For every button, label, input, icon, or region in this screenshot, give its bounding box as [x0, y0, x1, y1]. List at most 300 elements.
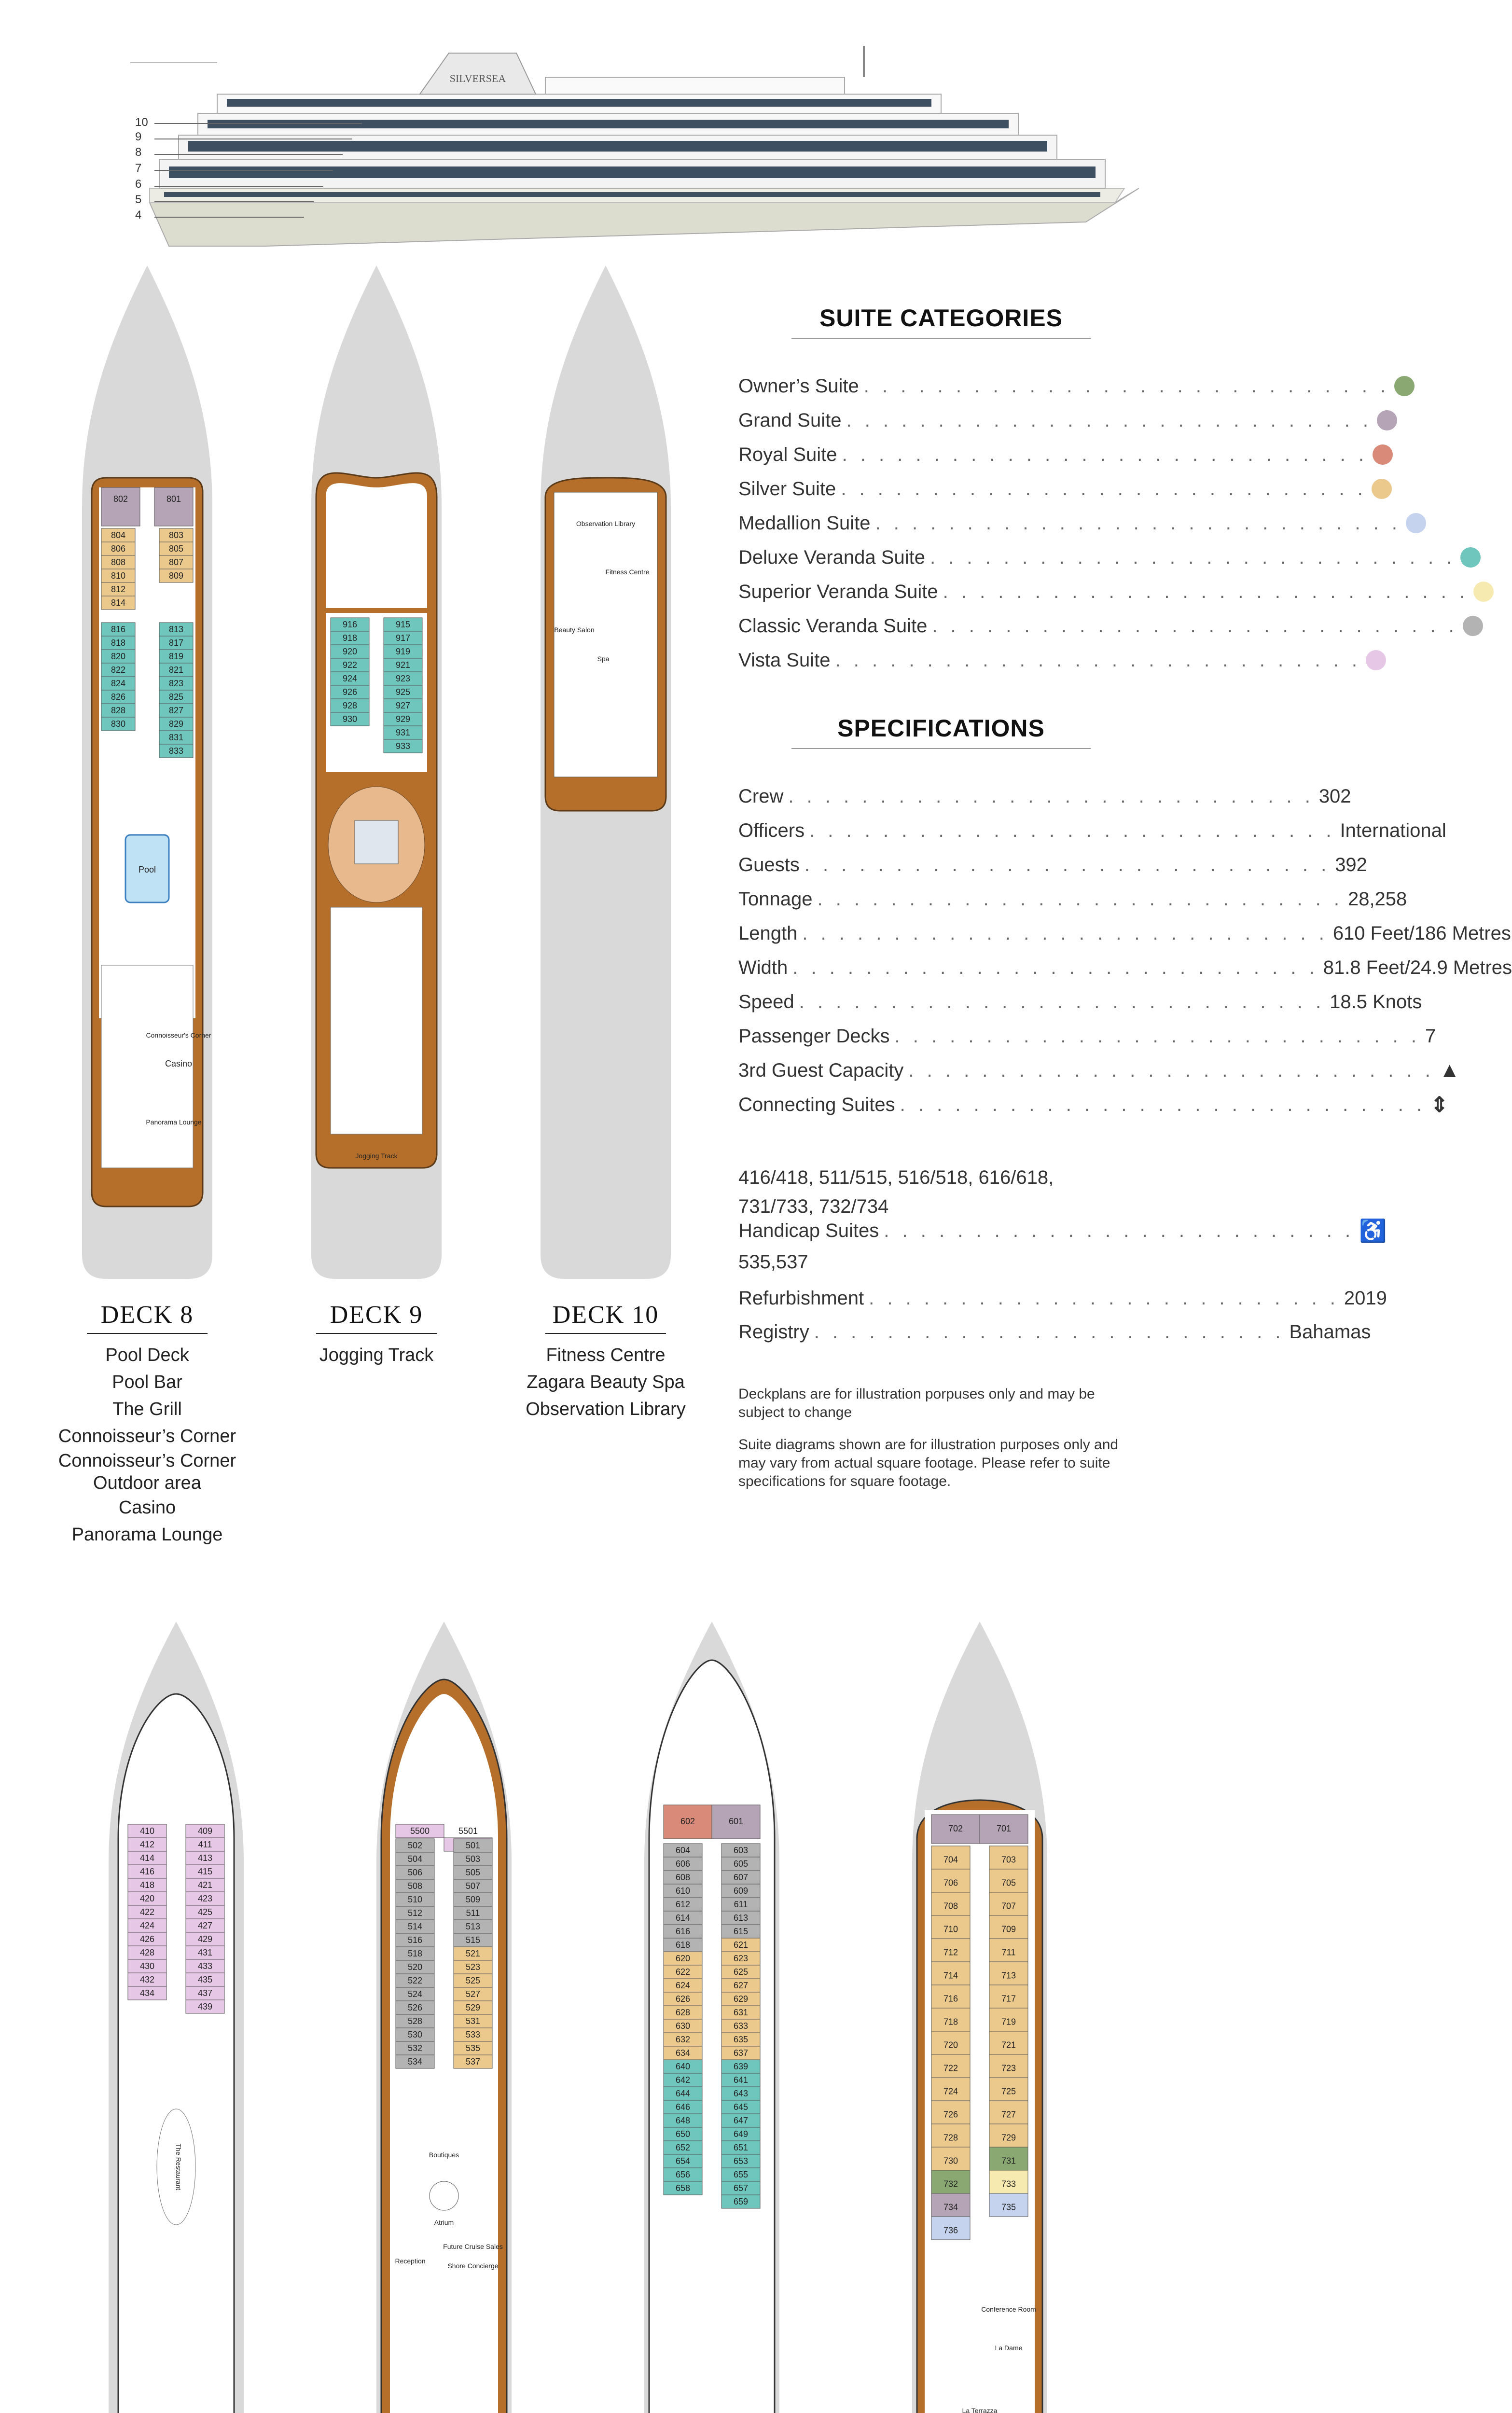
spec-label: Width [738, 957, 788, 978]
profile-deck-4: 4 [135, 208, 142, 222]
cabin-number: 618 [675, 1940, 691, 1950]
cabin-number: 919 [395, 647, 411, 657]
cabin-number: 928 [342, 701, 358, 711]
dot-leader: . . . . . . . . . . . . . . . . . . . . . . . . . . . . . [875, 512, 1401, 534]
cabin-number: 428 [139, 1948, 155, 1958]
cabin-number: 807 [168, 557, 184, 568]
legend-label: Deluxe Veranda Suite [738, 546, 925, 568]
spec-label: Speed [738, 991, 794, 1012]
cabin-number: 535 [465, 2043, 481, 2053]
cabin-number: 422 [139, 1907, 155, 1917]
spec-value: 392 [1335, 854, 1367, 875]
cabin-number: 627 [733, 1981, 749, 1991]
cabin-number: 706 [943, 1878, 958, 1888]
spec-value: 18.5 Knots [1330, 991, 1422, 1012]
cabin-number: 804 [111, 530, 126, 541]
cabin-number: 504 [407, 1854, 423, 1864]
cabin-number: 607 [733, 1872, 749, 1883]
cabin-number: 621 [733, 1940, 749, 1950]
reception-label: Reception [395, 2257, 426, 2265]
cabin-number: 605 [733, 1859, 749, 1869]
cabin-number: 828 [111, 706, 126, 716]
deck-8-venue: Pool Deck [105, 1345, 189, 1365]
cabin-number: 528 [407, 2016, 423, 2026]
cabin-number: 654 [675, 2156, 691, 2166]
cabin-number: 630 [675, 2021, 691, 2031]
cabin-number: 651 [733, 2143, 749, 2153]
cabin-number: 814 [111, 598, 126, 608]
cabin-number: 514 [407, 1922, 423, 1932]
cabin-number: 531 [465, 2016, 481, 2026]
cabin-number: 601 [728, 1817, 744, 1826]
cabin-number: 808 [111, 557, 126, 568]
cabin-number: 711 [1001, 1947, 1016, 1957]
cabin-number: 622 [675, 1967, 691, 1977]
legend-label: Classic Veranda Suite [738, 615, 928, 637]
profile-deck-8: 8 [135, 146, 142, 159]
connoisseur-label: Connoisseur's Corner [146, 1031, 211, 1039]
cabin-number: 534 [407, 2057, 423, 2067]
cabin-number: 713 [1001, 1970, 1016, 1981]
cabin-number: 529 [465, 2003, 481, 2013]
cabin-number: 522 [407, 1976, 423, 1986]
cabin-number: 647 [733, 2116, 749, 2126]
spec-row [738, 919, 1511, 948]
legend-swatch [1406, 513, 1426, 533]
cabin-number: 720 [943, 2040, 958, 2050]
deck-8-venue: Pool Bar [112, 1372, 182, 1392]
cabin-number: 709 [1001, 1924, 1016, 1934]
cabin-number: 731 [1001, 2156, 1016, 2166]
cabin-number: 412 [139, 1840, 155, 1850]
cabin-number: 816 [111, 624, 126, 635]
legend-swatch [1394, 376, 1415, 396]
spec-row-registry [738, 1317, 1371, 1346]
legend-row [738, 543, 1456, 572]
cabin-number: 722 [943, 2063, 958, 2073]
spec-label: Handicap Suites [738, 1220, 879, 1241]
cabin-number: 712 [943, 1947, 958, 1957]
legend-label: Silver Suite [738, 478, 836, 499]
cabin-number: 805 [168, 544, 184, 554]
cabin-number: 508 [407, 1881, 423, 1891]
dot-leader: . . . . . . . . . . . . . . . . . . . . . . . . . . . . . [817, 888, 1343, 910]
spec-row-refurbishment [738, 1284, 1387, 1313]
cabin-number: 809 [168, 571, 184, 581]
cabin-number: 725 [1001, 2086, 1016, 2096]
spec-value: 7 [1425, 1025, 1436, 1047]
deck-9-plan [311, 265, 442, 1279]
cabin-number: 707 [1001, 1901, 1016, 1911]
cabin-number: 637 [733, 2048, 749, 2058]
cabin-number: 645 [733, 2102, 749, 2112]
cabin-number: 657 [733, 2183, 749, 2193]
cabin-number: 603 [733, 1845, 749, 1856]
spec-value: 2019 [1344, 1287, 1387, 1309]
cabin-802[interactable]: 802 [113, 494, 128, 504]
cabin-number: 433 [197, 1961, 213, 1971]
cabin-number: 735 [1001, 2202, 1016, 2212]
fitness-centre-label: Fitness Centre [605, 568, 650, 576]
cabin-number: 724 [943, 2086, 958, 2096]
cabin-number: 734 [943, 2202, 958, 2212]
spec-value: 302 [1318, 785, 1351, 807]
cabin-number: 632 [675, 2035, 691, 2045]
legend-swatch [1372, 479, 1392, 499]
cabin-number: 825 [168, 692, 184, 702]
cabin-number: 510 [407, 1895, 423, 1905]
cabin-number: 829 [168, 719, 184, 729]
deck-9-title: DECK 9 [330, 1301, 423, 1329]
deck-7-plan [912, 1622, 1047, 2413]
cabin-number: 613 [733, 1913, 749, 1923]
profile-deck-7: 7 [135, 162, 142, 175]
spec-label: Crew [738, 785, 784, 807]
dot-leader: . . . . . . . . . . . . . . . . . . . . . . . . . . . . . [792, 957, 1318, 978]
cabin-number: 424 [139, 1921, 155, 1931]
spec-row [738, 1022, 1436, 1051]
cabin-number: 920 [342, 647, 358, 657]
deck-4-plan [109, 1622, 244, 2413]
cabin-number: 642 [675, 2075, 691, 2085]
cabin-number: 426 [139, 1934, 155, 1944]
cabin-number: 505 [465, 1868, 481, 1878]
cabin-number: 702 [948, 1824, 963, 1833]
dot-leader: . . . . . . . . . . . . . . . . . . . . . . . . . . . . . [802, 922, 1328, 944]
cabin-number: 717 [1001, 1994, 1016, 2004]
cabin-number: 646 [675, 2102, 691, 2112]
cabin-number: 925 [395, 687, 411, 697]
dot-leader: . . . . . . . . . . . . . . . . . . . . . . . . . . . . . [799, 991, 1325, 1012]
cabin-number: 628 [675, 2008, 691, 2018]
cabin-number: 425 [197, 1907, 213, 1917]
spec-value: 610 Feet/186 Metres [1332, 922, 1511, 944]
cabin-number: 624 [675, 1981, 691, 1991]
cabin-number: 931 [395, 728, 411, 738]
cabin-number: 916 [342, 620, 358, 630]
deck-10-venue: Fitness Centre [546, 1345, 666, 1365]
profile-deck-10: 10 [135, 116, 148, 129]
profile-deck-6: 6 [135, 178, 142, 191]
spa-label: Spa [597, 655, 610, 663]
deck-8-title-rule [87, 1333, 208, 1334]
legend-swatch [1373, 444, 1393, 465]
cabin-number: 420 [139, 1894, 155, 1904]
cabin-number: 710 [943, 1924, 958, 1934]
cabin-number: 810 [111, 571, 126, 581]
spec-row [738, 816, 1446, 845]
cabin-number: 414 [139, 1853, 155, 1863]
cabin-number: 532 [407, 2043, 423, 2053]
cabin-number: 812 [111, 584, 126, 595]
observation-library-label: Observation Library [576, 520, 636, 527]
dot-leader: . . . . . . . . . . . . . . . . . . . . . . . . . . . . . [841, 478, 1367, 499]
cabin-number: 926 [342, 687, 358, 697]
shore-concierge-label: Shore Concierge [447, 2262, 499, 2270]
cabin-number: 723 [1001, 2063, 1016, 2073]
deck-8-venue: Panorama Lounge [71, 1525, 223, 1545]
profile-deck-9: 9 [135, 130, 142, 143]
cabin-number: 516 [407, 1935, 423, 1945]
spec-label: Officers [738, 819, 805, 841]
cabin-number: 921 [395, 660, 411, 670]
cabin-number: 655 [733, 2170, 749, 2180]
spec-label: Registry [738, 1321, 809, 1343]
cabin-number: 606 [675, 1859, 691, 1869]
cabin-number: 507 [465, 1881, 481, 1891]
legend-row [738, 646, 1361, 675]
cabin-number: 416 [139, 1867, 155, 1877]
cabin-number: 411 [198, 1840, 212, 1850]
deck-8-venue: Casino [118, 1498, 176, 1518]
cabin-number: 502 [407, 1841, 423, 1851]
cabin-number: 634 [675, 2048, 691, 2058]
conference-room-label: Conference Room [981, 2305, 1036, 2313]
cabin-number: 656 [675, 2170, 691, 2180]
cabin-number: 716 [943, 1994, 958, 2004]
cabin-number: 501 [465, 1841, 481, 1851]
spec-label: Connecting Suites [738, 1094, 895, 1115]
deck-5-plan [376, 1622, 512, 2413]
cabin-number: 933 [395, 741, 411, 751]
cabin-number: 659 [733, 2197, 749, 2207]
triangle-icon: ▲ [1439, 1058, 1460, 1082]
cabin-number: 823 [168, 679, 184, 689]
cabin-number: 927 [395, 701, 411, 711]
panorama-label: Panorama Lounge [146, 1118, 202, 1126]
deck-9-title-rule [316, 1333, 437, 1334]
spec-label: Passenger Decks [738, 1025, 890, 1047]
dot-leader: . . . . . . . . . . . . . . . . . . . . . . . . . . . . . [908, 1059, 1434, 1081]
deck-8-venue: Connoisseur’s Corner Outdoor area [58, 1451, 236, 1493]
spec-row-handicap [738, 1216, 1387, 1245]
cabin-number: 604 [675, 1845, 691, 1856]
legend-swatch [1463, 616, 1483, 636]
cabin-number: 721 [1001, 2040, 1016, 2050]
legend-label: Owner’s Suite [738, 375, 859, 397]
cabin-number: 703 [1001, 1855, 1016, 1865]
deck-9-venues [268, 1342, 485, 1369]
cabin-number: 524 [407, 1989, 423, 1999]
cabin-number: 830 [111, 719, 126, 729]
legend-swatch [1366, 650, 1386, 670]
cabin-number: 704 [943, 1855, 958, 1865]
profile-deck-5: 5 [135, 193, 142, 206]
cabin-number: 718 [943, 2017, 958, 2027]
cabin-number: 434 [139, 1988, 155, 1998]
cabin-number: 643 [733, 2089, 749, 2099]
cabin-number: 427 [197, 1921, 213, 1931]
cabin-number: 729 [1001, 2133, 1016, 2143]
cabin-number: 821 [168, 665, 184, 675]
cabin-number: 818 [111, 638, 126, 648]
cabin-number: 515 [465, 1935, 481, 1945]
spec-label: Tonnage [738, 888, 813, 910]
suite-diagram-disclaimer: Suite diagrams shown are for illustration purposes only and may vary from actual square footage. Please refer to suite specifications for square footage. [738, 1437, 1119, 1489]
atrium-label: Atrium [434, 2219, 454, 2226]
cabin-number: 620 [675, 1954, 691, 1964]
cabin-number: 623 [733, 1954, 749, 1964]
spec-row [738, 953, 1512, 982]
dot-leader: . . . . . . . . . . . . . . . . . . . . . . . . . . . . . [863, 375, 1390, 397]
cabin-number: 658 [675, 2183, 691, 2193]
legend-row [738, 577, 1469, 606]
cabin-number: 653 [733, 2156, 749, 2166]
cabin-number: 615 [733, 1927, 749, 1937]
cabin-number: 625 [733, 1967, 749, 1977]
legend-row [738, 406, 1372, 435]
spec-row [738, 987, 1422, 1016]
cabin-number: 616 [675, 1927, 691, 1937]
cabin-number: 608 [675, 1872, 691, 1883]
cabin-number: 527 [465, 1989, 481, 1999]
deck-10-title-rule [545, 1333, 666, 1334]
handicap-suites-list: 535,537 [738, 1251, 808, 1273]
cabin-number: 520 [407, 1962, 423, 1972]
spec-row [738, 782, 1351, 811]
cabin-number: 831 [168, 733, 184, 743]
dot-leader: . . . . . . . . . . . . . . . . . . . . . . . . . . . . . [835, 649, 1361, 671]
specifications-title: SPECIFICATIONS [837, 715, 1045, 742]
deck-10-venues [497, 1342, 714, 1423]
cabin-number: 826 [111, 692, 126, 702]
cabin-number: 521 [465, 1949, 481, 1959]
cabin-number: 929 [395, 714, 411, 724]
dot-leader: . . . . . . . . . . . . . . . . . . . . . . . . . . [884, 1220, 1355, 1241]
cabin-number: 431 [197, 1948, 213, 1958]
cabin-number: 506 [407, 1868, 423, 1878]
cabin-number: 736 [943, 2225, 958, 2235]
cabin-801[interactable]: 801 [166, 494, 181, 504]
la-dame-label: La Dame [995, 2344, 1023, 2352]
legend-swatch [1460, 547, 1481, 568]
spec-row [738, 885, 1407, 914]
spec-row [738, 1090, 1448, 1119]
spec-label: Length [738, 922, 798, 944]
cabin-number: 652 [675, 2143, 691, 2153]
dot-leader: . . . . . . . . . . . . . . . . . . . . . . . . . . . . . [943, 581, 1469, 602]
deck-8-venue: The Grill [112, 1399, 182, 1419]
legend-swatch [1473, 582, 1494, 602]
legend-label: Medallion Suite [738, 512, 871, 534]
cabin-number: 918 [342, 633, 358, 643]
cabin-number: 640 [675, 2062, 691, 2072]
cabin-number: 649 [733, 2129, 749, 2139]
cabin-number: 435 [197, 1975, 213, 1985]
cabin-number: 437 [197, 1988, 213, 1998]
legend-label: Superior Veranda Suite [738, 581, 938, 602]
cabin-number: 633 [733, 2021, 749, 2031]
cabin-number: 611 [734, 1900, 748, 1910]
deck-8-venue: Connoisseur’s Corner [58, 1426, 236, 1446]
cabin-number: 5500 [410, 1826, 430, 1836]
cabin-number: 719 [1001, 2017, 1016, 2027]
connecting-arrows-icon: ⇕ [1430, 1093, 1448, 1117]
spec-row [738, 1056, 1460, 1085]
suite-categories-rule [791, 338, 1091, 339]
legend-label: Royal Suite [738, 444, 837, 465]
dot-leader: . . . . . . . . . . . . . . . . . . . . . . . . . . [814, 1321, 1285, 1343]
spec-label: 3rd Guest Capacity [738, 1059, 904, 1081]
deck-10-venue: Zagara Beauty Spa [527, 1372, 685, 1392]
dot-leader: . . . . . . . . . . . . . . . . . . . . . . . . . . . . . [809, 819, 1335, 841]
dot-leader: . . . . . . . . . . . . . . . . . . . . . . . . . . . . . [900, 1094, 1426, 1115]
dot-leader: . . . . . . . . . . . . . . . . . . . . . . . . . . . . . [804, 854, 1331, 875]
dot-leader: . . . . . . . . . . . . . . . . . . . . . . . . . . [869, 1287, 1339, 1309]
cabin-number: 612 [675, 1900, 691, 1910]
boutiques-label: Boutiques [429, 2151, 459, 2159]
legend-row [738, 509, 1401, 538]
cabin-number: 915 [395, 620, 411, 630]
spec-value: International [1340, 819, 1446, 841]
cabin-number: 631 [733, 2008, 749, 2018]
cabin-number: 639 [733, 2062, 749, 2072]
cabin-number: 733 [1001, 2179, 1016, 2189]
cabin-number: 429 [197, 1934, 213, 1944]
cabin-number: 930 [342, 714, 358, 724]
spec-value: Bahamas [1289, 1321, 1371, 1343]
cabin-number: 509 [465, 1895, 481, 1905]
dot-leader: . . . . . . . . . . . . . . . . . . . . . . . . . . . . . [788, 785, 1314, 807]
restaurant-label: The Restaurant [175, 2143, 182, 2191]
cabin-number: 813 [168, 624, 184, 635]
cabin-number: 423 [197, 1894, 213, 1904]
cabin-number: 626 [675, 1994, 691, 2004]
cabin-number: 806 [111, 544, 126, 554]
cabin-number: 833 [168, 746, 184, 756]
la-terrazza-label: La Terrazza [962, 2407, 998, 2413]
spec-label: Refurbishment [738, 1287, 864, 1309]
cabin-number: 819 [168, 652, 184, 662]
cabin-number: 430 [139, 1961, 155, 1971]
legend-row [738, 474, 1367, 503]
cabin-number: 727 [1001, 2109, 1016, 2120]
spec-value: 28,258 [1347, 888, 1407, 910]
deck-10-venue: Observation Library [526, 1399, 686, 1419]
cabin-number: 5501 [458, 1826, 478, 1836]
cabin-number: 418 [139, 1880, 155, 1890]
legend-row [738, 611, 1458, 640]
cabin-number: 413 [197, 1853, 213, 1863]
jogging-track-label: Jogging Track [355, 1152, 398, 1160]
cabin-number: 732 [943, 2179, 958, 2189]
cabin-number: 610 [675, 1886, 691, 1896]
deck-8-plan [82, 265, 212, 1279]
cabin-number: 641 [733, 2075, 749, 2085]
cabin-number: 827 [168, 706, 184, 716]
legend-row [738, 440, 1368, 469]
deck-6-plan [644, 1622, 779, 2413]
cabin-number: 530 [407, 2030, 423, 2040]
cabin-number: 526 [407, 2003, 423, 2013]
spec-label: Guests [738, 854, 800, 875]
cabin-number: 728 [943, 2133, 958, 2143]
legend-swatch [1377, 410, 1397, 430]
spec-value: 81.8 Feet/24.9 Metres [1323, 957, 1512, 978]
cabin-number: 922 [342, 660, 358, 670]
pool-label: Pool [138, 865, 156, 874]
cabin-number: 518 [407, 1949, 423, 1959]
cabin-number: 822 [111, 665, 126, 675]
cabin-number: 614 [675, 1913, 691, 1923]
deck-8-venues [39, 1342, 256, 1548]
ship-name: SILVERSEA [449, 72, 506, 84]
cabin-number: 824 [111, 679, 126, 689]
cabin-number: 537 [465, 2057, 481, 2067]
cabin-number: 533 [465, 2030, 481, 2040]
connecting-suites-list: 416/418, 511/515, 516/518, 616/618, 731/733, 732/734 [738, 1167, 1054, 1217]
deck-8-title: DECK 8 [100, 1301, 194, 1329]
